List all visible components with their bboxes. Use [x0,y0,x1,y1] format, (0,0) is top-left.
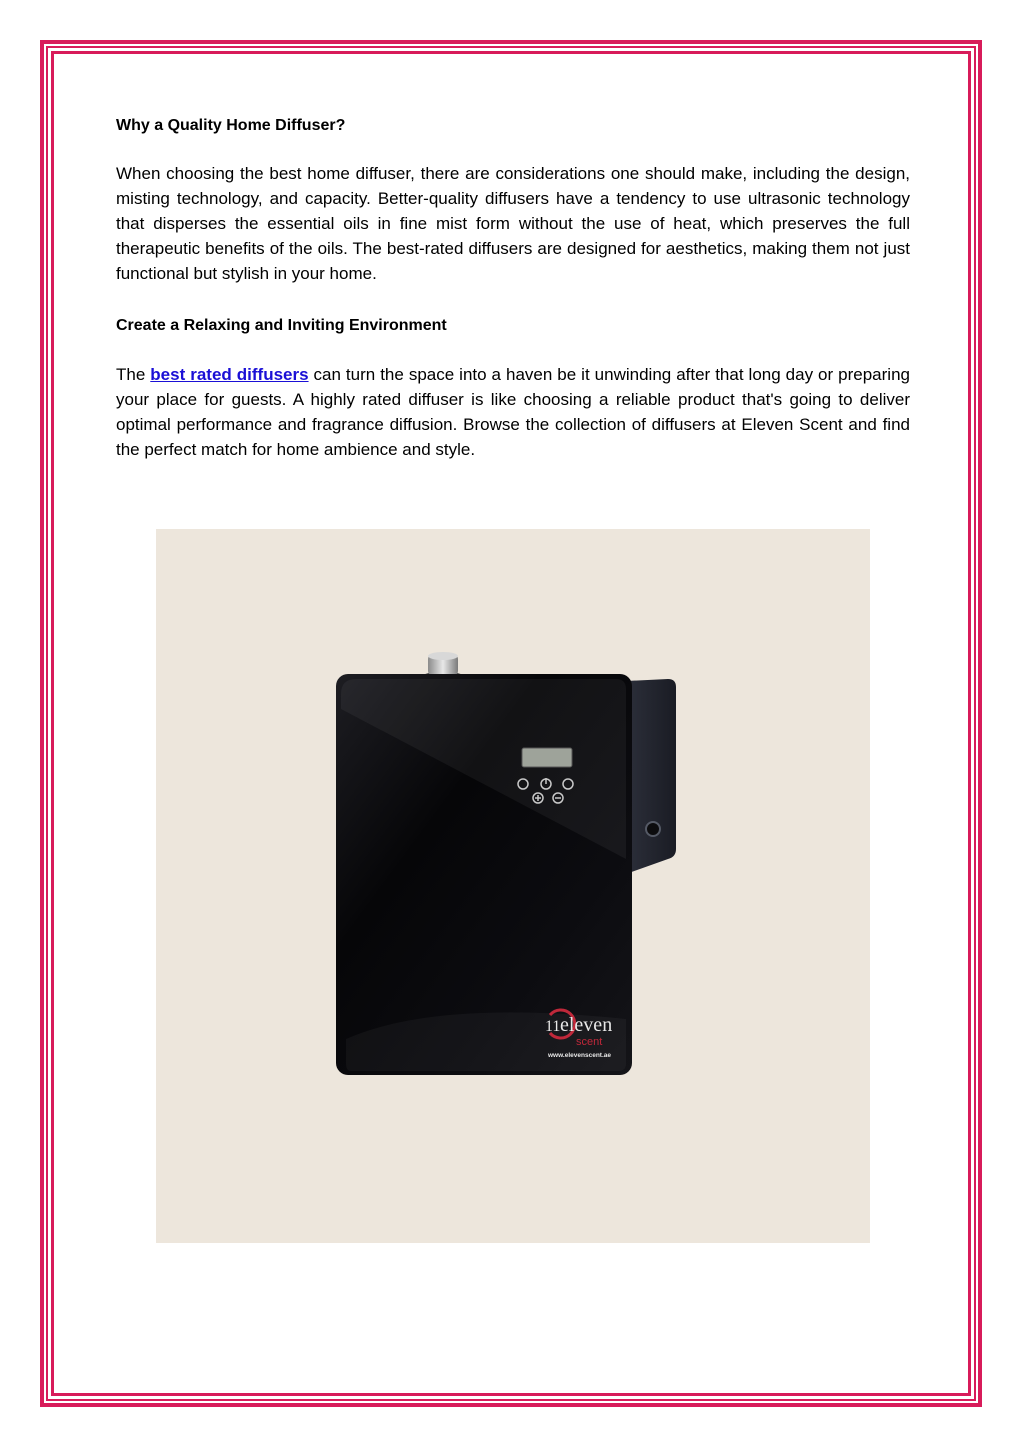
brand-logo [545,1010,612,1059]
paragraph-prefix: The [116,365,151,384]
section-heading-why-quality: Why a Quality Home Diffuser? [116,117,346,134]
product-photo [156,529,870,1243]
paragraph-suffix: can turn the space into a haven be it unwinding after that long day or preparing your place for guests. A highly rated diffuser is like choosing a reliable product that's going to deliver optimal performance and fragrance diffusion. Browse the collection of diffusers at Eleven Scent and find the perfect match for home ambience and style. [116,365,910,459]
article-body [116,110,910,462]
paragraph-why-quality: When choosing the best home diffuser, there are considerations one should make, including the design, misting technology, and capacity. Better-quality diffusers have a tendency to use ultrasonic technology that disperses the essential oils in fine mist form without the use of heat, which preserves the full therapeutic benefits of the oils. The best-rated diffusers are designed for aesthetics, making them not just functional but stylish in your home. [116,164,910,283]
logo-numeral: 11 [545,1018,561,1035]
logo-brand-top: eleven [560,1014,613,1036]
nozzle-top [428,652,458,660]
lcd-display [522,748,572,767]
best-rated-diffusers-link[interactable]: best rated diffusers [150,365,309,384]
section-heading-relaxing-environment: Create a Relaxing and Inviting Environment [116,317,447,334]
device-side-panel [626,679,676,874]
diffuser-illustration [156,529,870,1243]
side-port-icon [646,822,660,836]
logo-website: www.elevenscent.ae [548,1052,611,1059]
paragraph-relaxing-environment [116,362,910,462]
logo-brand-bottom: scent [576,1036,603,1048]
